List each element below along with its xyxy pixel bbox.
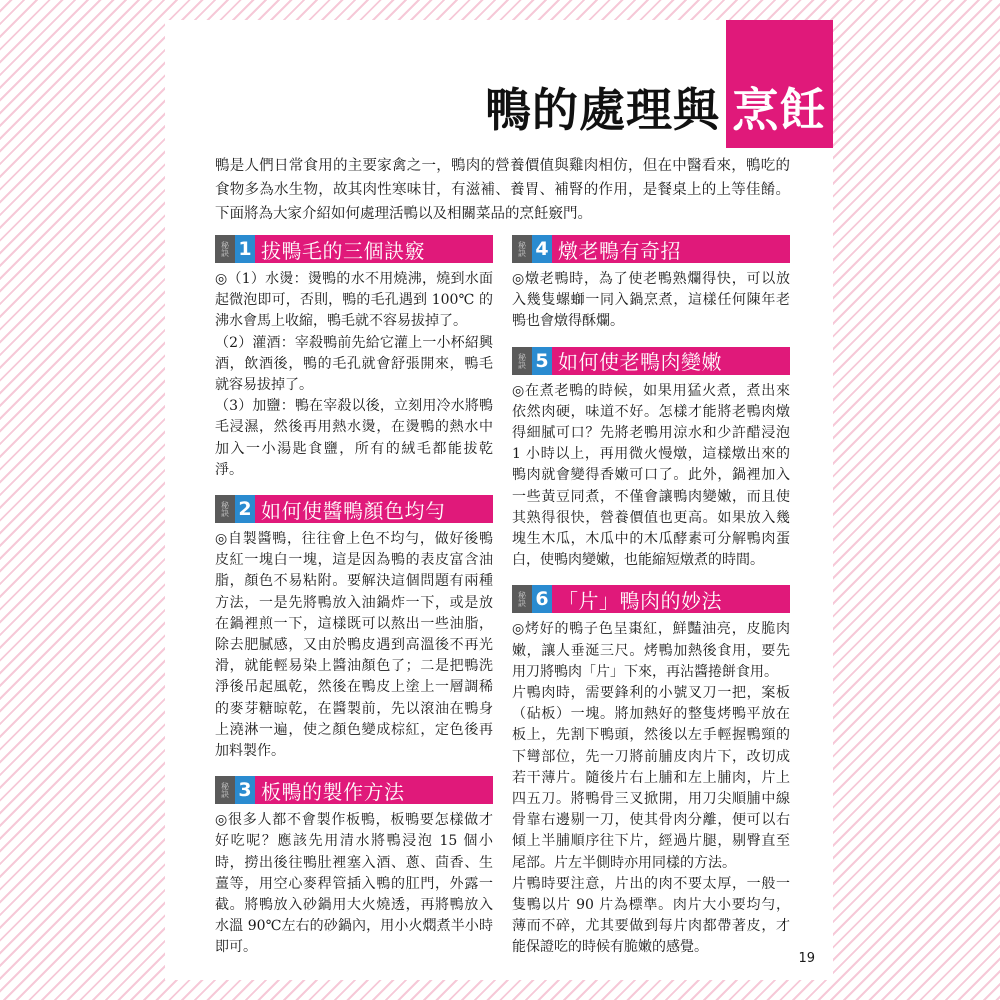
section-title: 「片」鴨肉的妙法 <box>558 588 722 613</box>
right-column <box>512 235 790 973</box>
paragraph: 片鴨肉時，需要鋒利的小號叉刀一把，案板（砧板）一塊。將加熱好的整隻烤鴨平放在板上，先割下鴨頭，然後以左手輕握鴨頸的下彎部位，先一刀將前脯皮肉片下，改切成若干薄片。隨後片右上脯和左上脯肉，片上四五刀。將鴨骨三叉掀開，用刀尖順脯中線骨靠右邊剔一刀，使其骨肉分離，便可以右傾上半脯順序往下片，經過片腿，剔臀直至尾部。片左半側時亦用同樣的方法。 <box>512 685 790 871</box>
section-4-header <box>512 235 790 263</box>
section-tag: 秘訣 <box>215 495 235 523</box>
paragraph: 片鴨時要注意，片出的肉不要太厚，一般一隻鴨以片 90 片為標準。肉片大小要均勻，薄而不碎，尤其要做到每片肉都帶著皮，才能保證吃的時候有脆嫩的感覺。 <box>512 875 790 956</box>
paragraph: （3）加鹽：鴨在宰殺以後，立刻用冷水將鴨毛浸濕，然後再用熱水燙，在燙鴨的熱水中加入一小湯匙食鹽，所有的絨毛都能拔乾淨。 <box>215 398 493 478</box>
section-1-header <box>215 235 493 263</box>
section-title: 板鴨的製作方法 <box>261 779 405 804</box>
section-5-body <box>512 381 790 572</box>
paragraph: ◎烤好的鴨子色呈棗紅，鮮豔油亮，皮脆肉嫩，讓人垂涎三尺。烤鴨加熱後食用，要先用刀將鴨肉「片」下來，再沾醬捲餅食用。 <box>512 621 790 680</box>
section-tag: 秘訣 <box>512 235 532 263</box>
intro-paragraph: 鴨是人們日常食用的主要家禽之一，鴨肉的營養價值與雞肉相仿，但在中醫看來，鴨吃的食物多為水生物，故其肉性寒味甘，有滋補、養胃、補腎的作用，是餐桌上的上等佳餚。下面將為大家介紹如何處理活鴨以及相關菜品的烹飪竅門。 <box>215 158 790 222</box>
section-4-body <box>512 269 790 333</box>
section-5-header <box>512 347 790 375</box>
section-number: 6 <box>532 585 552 613</box>
page-sheet <box>165 20 833 980</box>
section-6-header <box>512 585 790 613</box>
title-accent: 烹飪 <box>726 20 833 148</box>
section-3-body <box>215 810 493 958</box>
section-tag: 秘訣 <box>215 776 235 804</box>
paragraph: ◎在煮老鴨的時候，如果用猛火煮，煮出來依然肉硬，味道不好。怎樣才能將老鴨肉燉得細膩可口？先將老鴨用涼水和少許醋浸泡 1 小時以上，再用微火慢燉，這樣燉出來的鴨肉就會變得香嫩可口了。此外，鍋裡加入一些黃豆同煮，不僅會讓鴨肉變嫩，而且使其熟得很快，營養價值也更高。如果放入幾塊生木瓜，木瓜中的木瓜酵素可分解鴨肉蛋白，使鴨肉變嫩，也能縮短燉煮的時間。 <box>512 382 790 569</box>
section-number: 3 <box>235 776 255 804</box>
section-title: 燉老鴨有奇招 <box>558 238 681 263</box>
paragraph: （2）灌酒：宰殺鴨前先給它灌上一小杯紹興酒，飲酒後，鴨的毛孔就會舒張開來，鴨毛就容易拔掉了。 <box>215 334 493 394</box>
left-column <box>215 235 493 973</box>
section-title: 拔鴨毛的三個訣竅 <box>261 238 425 263</box>
section-1-body <box>215 269 493 481</box>
section-number: 1 <box>235 235 255 263</box>
section-2-header <box>215 495 493 523</box>
page-number: 19 <box>798 951 815 966</box>
section-title: 如何使醬鴨顏色均勻 <box>261 498 446 523</box>
section-3-header <box>215 776 493 804</box>
paragraph: ◎自製醬鴨，往往會上色不均勻，做好後鴨皮紅一塊白一塊，這是因為鴨的表皮富含油脂，顏色不易粘附。要解決這個問題有兩種方法，一是先將鴨放入油鍋炸一下，或是放在鍋裡煎一下，這樣既可以熬出一些油脂，除去肥膩感，又由於鴨皮遇到高溫後不再光滑，就能輕易染上醬油顏色了；二是把鴨洗淨後吊起風乾，然後在鴨皮上塗上一層調稀的麥芽糖晾乾，在醬製前，先以滾油在鴨身上澆淋一遍，使之顏色變成棕紅，定色後再加料製作。 <box>215 531 493 760</box>
section-number: 2 <box>235 495 255 523</box>
paragraph: ◎燉老鴨時，為了使老鴨熟爛得快，可以放入幾隻螺螄一同入鍋烹煮，這樣任何陳年老鴨也會燉得酥爛。 <box>512 271 790 330</box>
section-tag: 秘訣 <box>512 585 532 613</box>
section-title: 如何使老鴨肉變嫩 <box>558 350 722 375</box>
section-number: 5 <box>532 347 552 375</box>
paragraph: ◎很多人都不會製作板鴨，板鴨要怎樣做才好吃呢？應該先用清水將鴨浸泡 15 個小時，撈出後往鴨肚裡塞入酒、蔥、茴香、生薑等，用空心麥稈管插入鴨的肛門，外露一截。將鴨放入砂鍋用大火燒透，再將鴨放入水溫 90℃左右的砂鍋內，用小火燜煮半小時即可。 <box>215 812 493 956</box>
section-number: 4 <box>532 235 552 263</box>
section-tag: 秘訣 <box>215 235 235 263</box>
section-tag: 秘訣 <box>512 347 532 375</box>
title-main: 鴨的處理與 <box>485 83 720 137</box>
section-2-body <box>215 529 493 762</box>
section-6-body <box>512 619 790 958</box>
paragraph: ◎（1）水燙：燙鴨的水不用燒沸，燒到水面起微泡即可，否則，鴨的毛孔遇到 100℃ 的沸水會馬上收縮，鴨毛就不容易拔掉了。 <box>215 271 493 330</box>
page-title <box>485 20 833 148</box>
